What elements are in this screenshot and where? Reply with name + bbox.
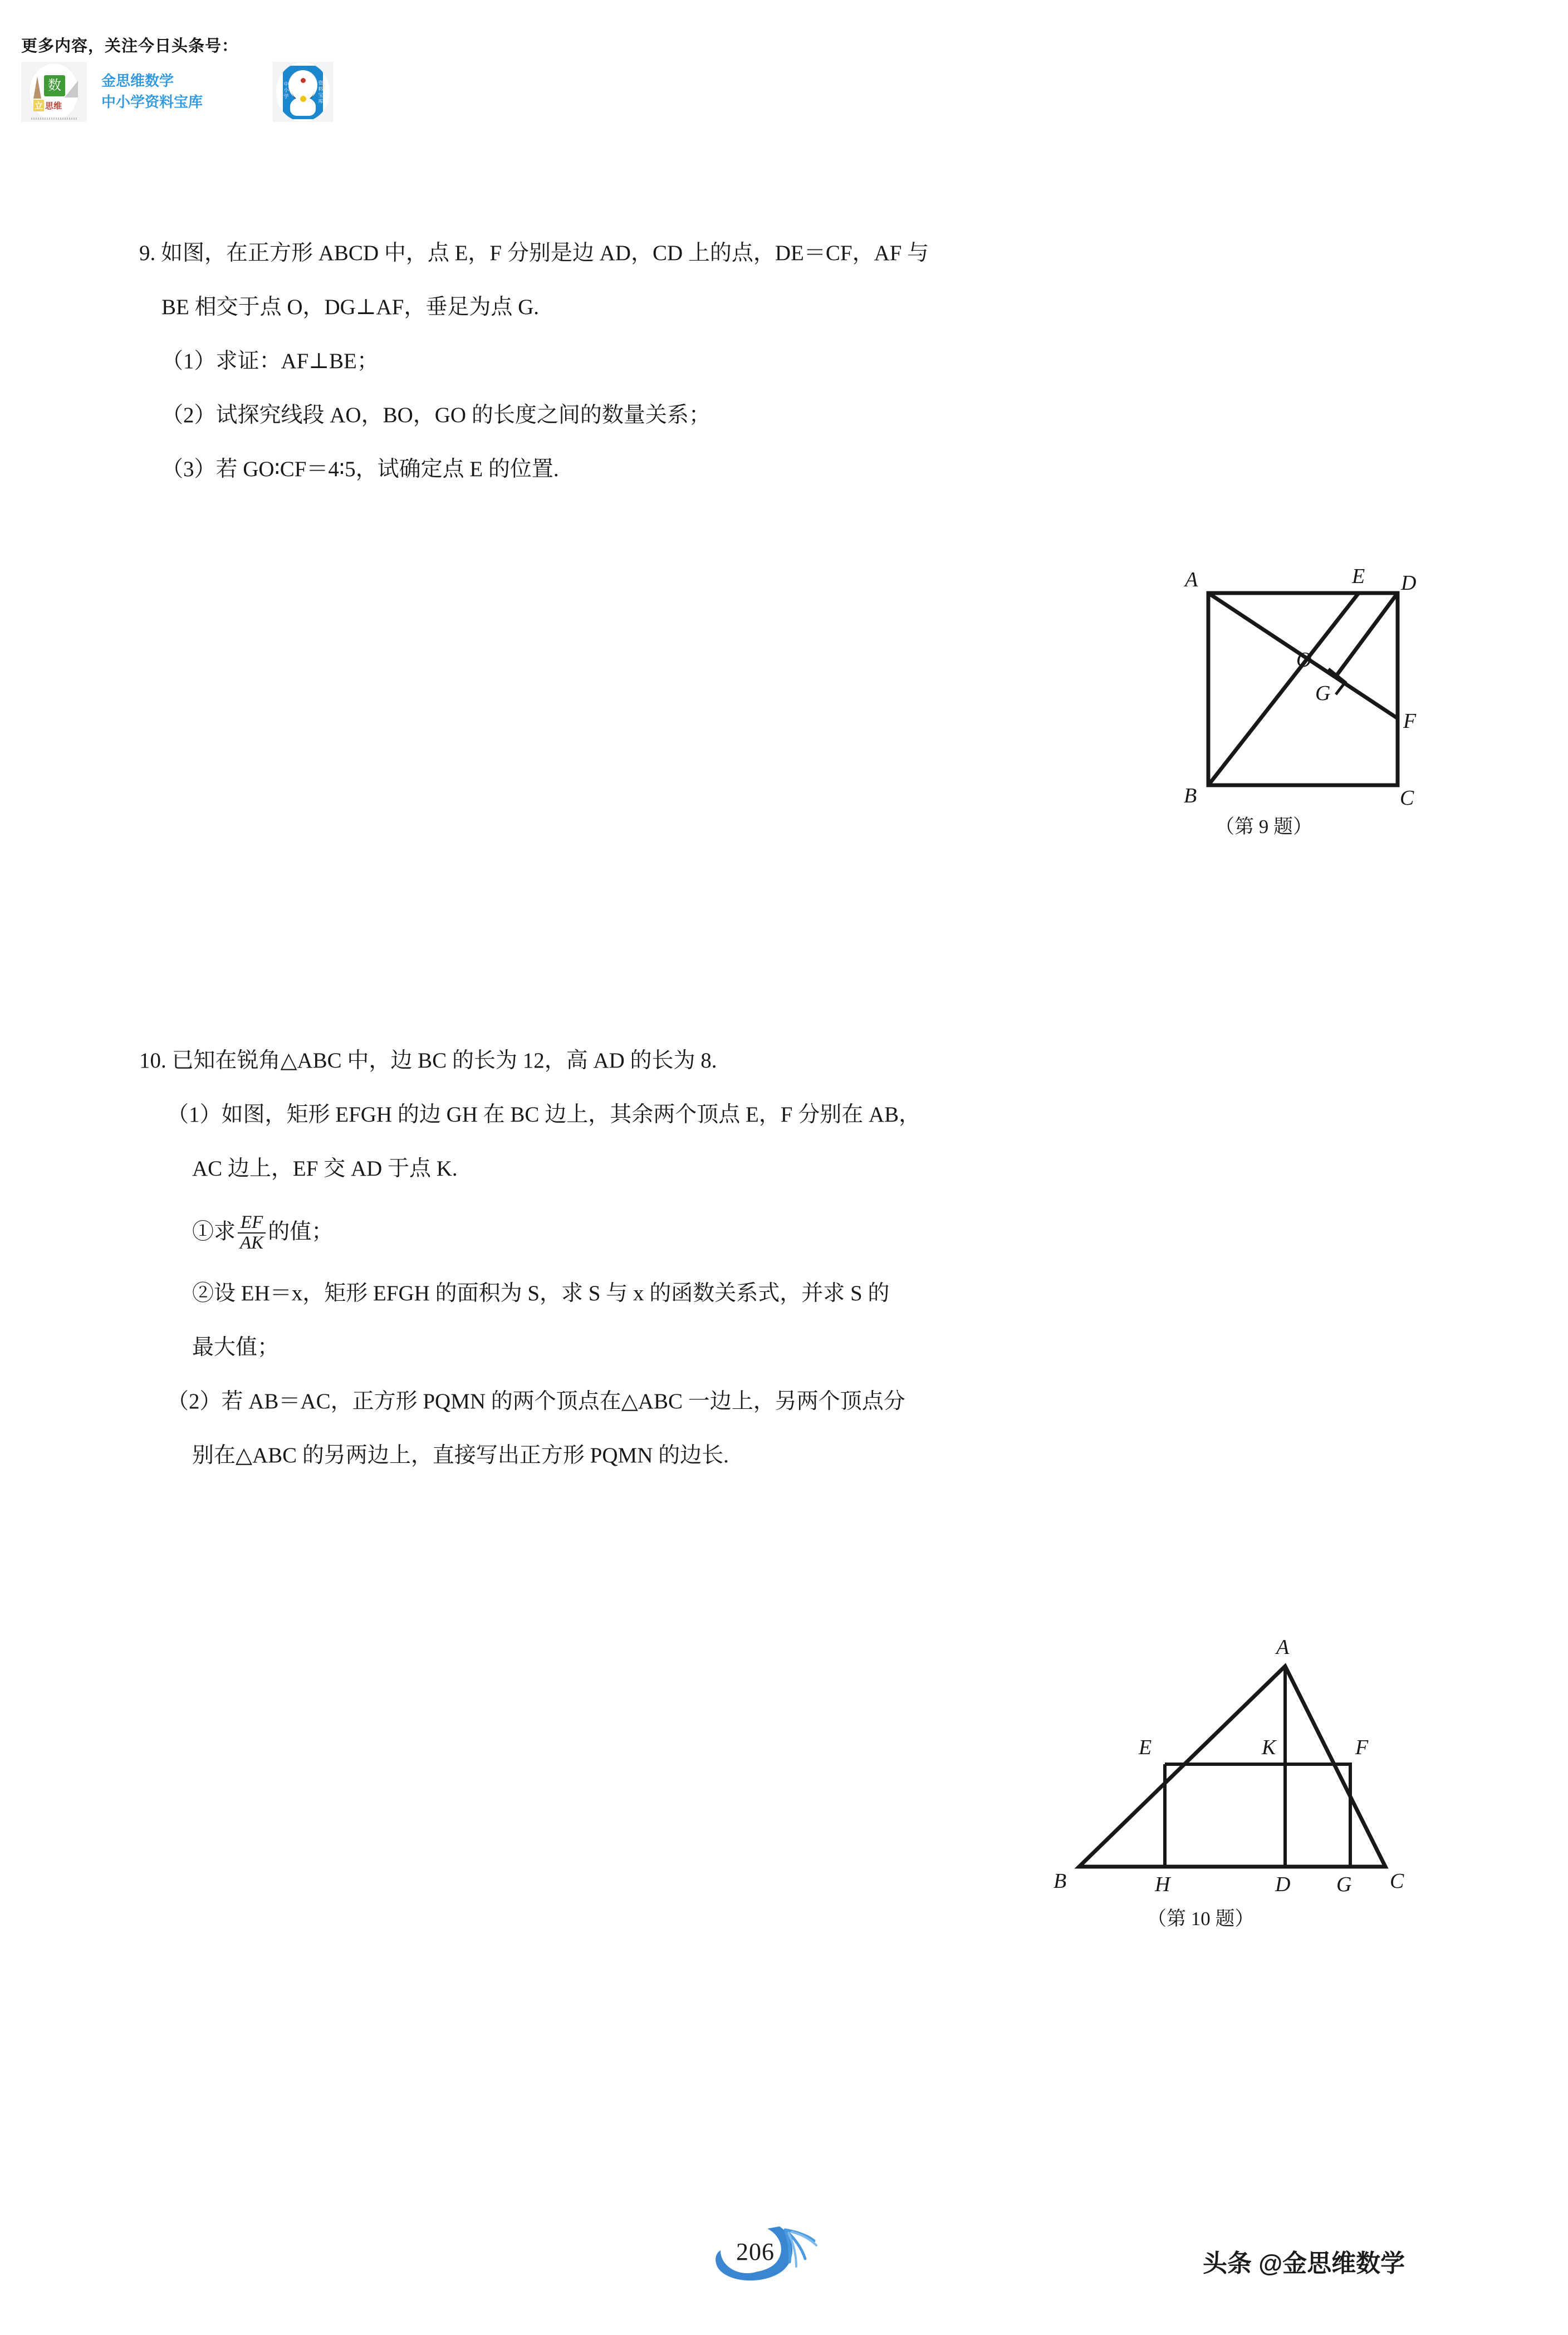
question-9-text [139,242,929,480]
label-F: F [1403,709,1417,733]
q10-sub-a-prefix: ①求 [192,1220,236,1244]
logo-wordmark-yellow: 立 [33,100,44,111]
doraemon-label-right: 资料宝库 [318,80,324,104]
label-D: D [1275,1873,1291,1896]
label-B: B [1054,1869,1067,1893]
label-G: G [1315,682,1331,705]
ef-over-ak-fraction [238,1213,266,1252]
q10-sub-b-line-1: ②设 EH＝x，矩形 EFGH 的面积为 S，求 S 与 x 的函数关系式，并求 S 的 [192,1281,890,1306]
doraemon-nose-icon [301,78,306,83]
label-F: F [1355,1736,1369,1759]
doraemon-label-left: 中小学 [283,81,289,99]
label-E: E [1139,1736,1152,1759]
fraction-numerator: EF [240,1212,263,1232]
segment-BE [1208,593,1359,785]
question-9-figure-caption: （第 9 题） [1215,816,1313,838]
promo-headline: 更多内容，关注今日头条号： [21,37,239,55]
label-B: B [1184,784,1197,807]
q9-part-3: （3）若 GO∶CF＝4∶5，试确定点 E 的位置. [161,457,559,481]
question-10-text [139,1050,920,1466]
segment-DG [1335,593,1398,677]
label-O: O [1296,648,1312,672]
question-9-figure [1175,554,1437,849]
q9-stem-line-1: 9. 如图，在正方形 ABCD 中，点 E，F 分别是边 AD，CD 上的点，DE＝CF，AF 与 [139,241,929,265]
logo-fineprint [31,118,77,120]
label-G: G [1336,1873,1352,1896]
promo-brand-line-1: 金思维数学 [101,72,174,90]
doraemon-bell-icon [300,96,306,102]
q10-sub-a [192,1214,920,1254]
label-A: A [1276,1636,1290,1659]
q10-sub-b-line-2: 最大值； [192,1335,280,1360]
set-square-icon [65,81,78,97]
page-number-badge [714,2222,859,2305]
q9-part-2: （2）试探究线段 AO，BO，GO 的长度之间的数量关系； [161,403,710,427]
q10-part-1-line-1: （1）如图，矩形 EFGH 的边 GH 在 BC 边上，其余两个顶点 E，F 分别在 AB， [167,1103,921,1127]
jinsiwei-logo [21,62,87,122]
square-abcd-diagram [1175,554,1437,816]
q10-part-2-line-1: （2）若 AB＝AC，正方形 PQMN 的两个顶点在△ABC 一边上，另两个顶点分 [167,1389,905,1414]
q9-part-1: （1）求证：AF⊥BE； [161,349,379,373]
label-H: H [1155,1873,1170,1896]
footer-watermark: 头条 @金思维数学 [1203,2250,1405,2277]
label-A: A [1185,568,1198,591]
shu-character-icon [44,75,65,96]
q10-sub-a-suffix: 的值； [268,1220,334,1244]
promo-row [21,62,333,122]
square-outline [1208,593,1398,785]
q10-stem-line-1: 10. 已知在锐角△ABC 中，边 BC 的长为 12，高 AD 的长为 8. [139,1049,717,1073]
promo-brand-line-2: 中小学资料宝库 [101,94,203,110]
rectangle-efgh [1165,1764,1350,1867]
label-E: E [1352,565,1365,588]
question-10-figure [1036,1615,1425,1930]
doraemon-oval-shape [276,62,330,121]
fraction-denominator: AK [238,1232,266,1253]
promo-brand-text [87,62,273,122]
triangle-outline [1079,1666,1385,1867]
q9-stem-line-2: BE 相交于点 O，DG⊥AF，垂足为点 G. [161,295,540,319]
label-C: C [1400,786,1414,810]
question-10-figure-caption: （第 10 题） [1147,1908,1255,1930]
page-number: 206 [736,2238,775,2265]
q10-part-1-line-2: AC 边上，EF 交 AD 于点 K. [192,1157,458,1181]
label-C: C [1390,1869,1404,1893]
promo-banner [21,33,333,122]
q10-part-2-line-2: 别在△ABC 的另两边上，直接写出正方形 PQMN 的边长. [192,1443,729,1468]
doraemon-logo [273,62,333,122]
compass-icon [33,76,41,99]
label-K: K [1262,1736,1276,1759]
logo-wordmark-red: 思维 [45,101,62,111]
label-D: D [1401,571,1417,595]
logo-wordmark [33,100,62,111]
